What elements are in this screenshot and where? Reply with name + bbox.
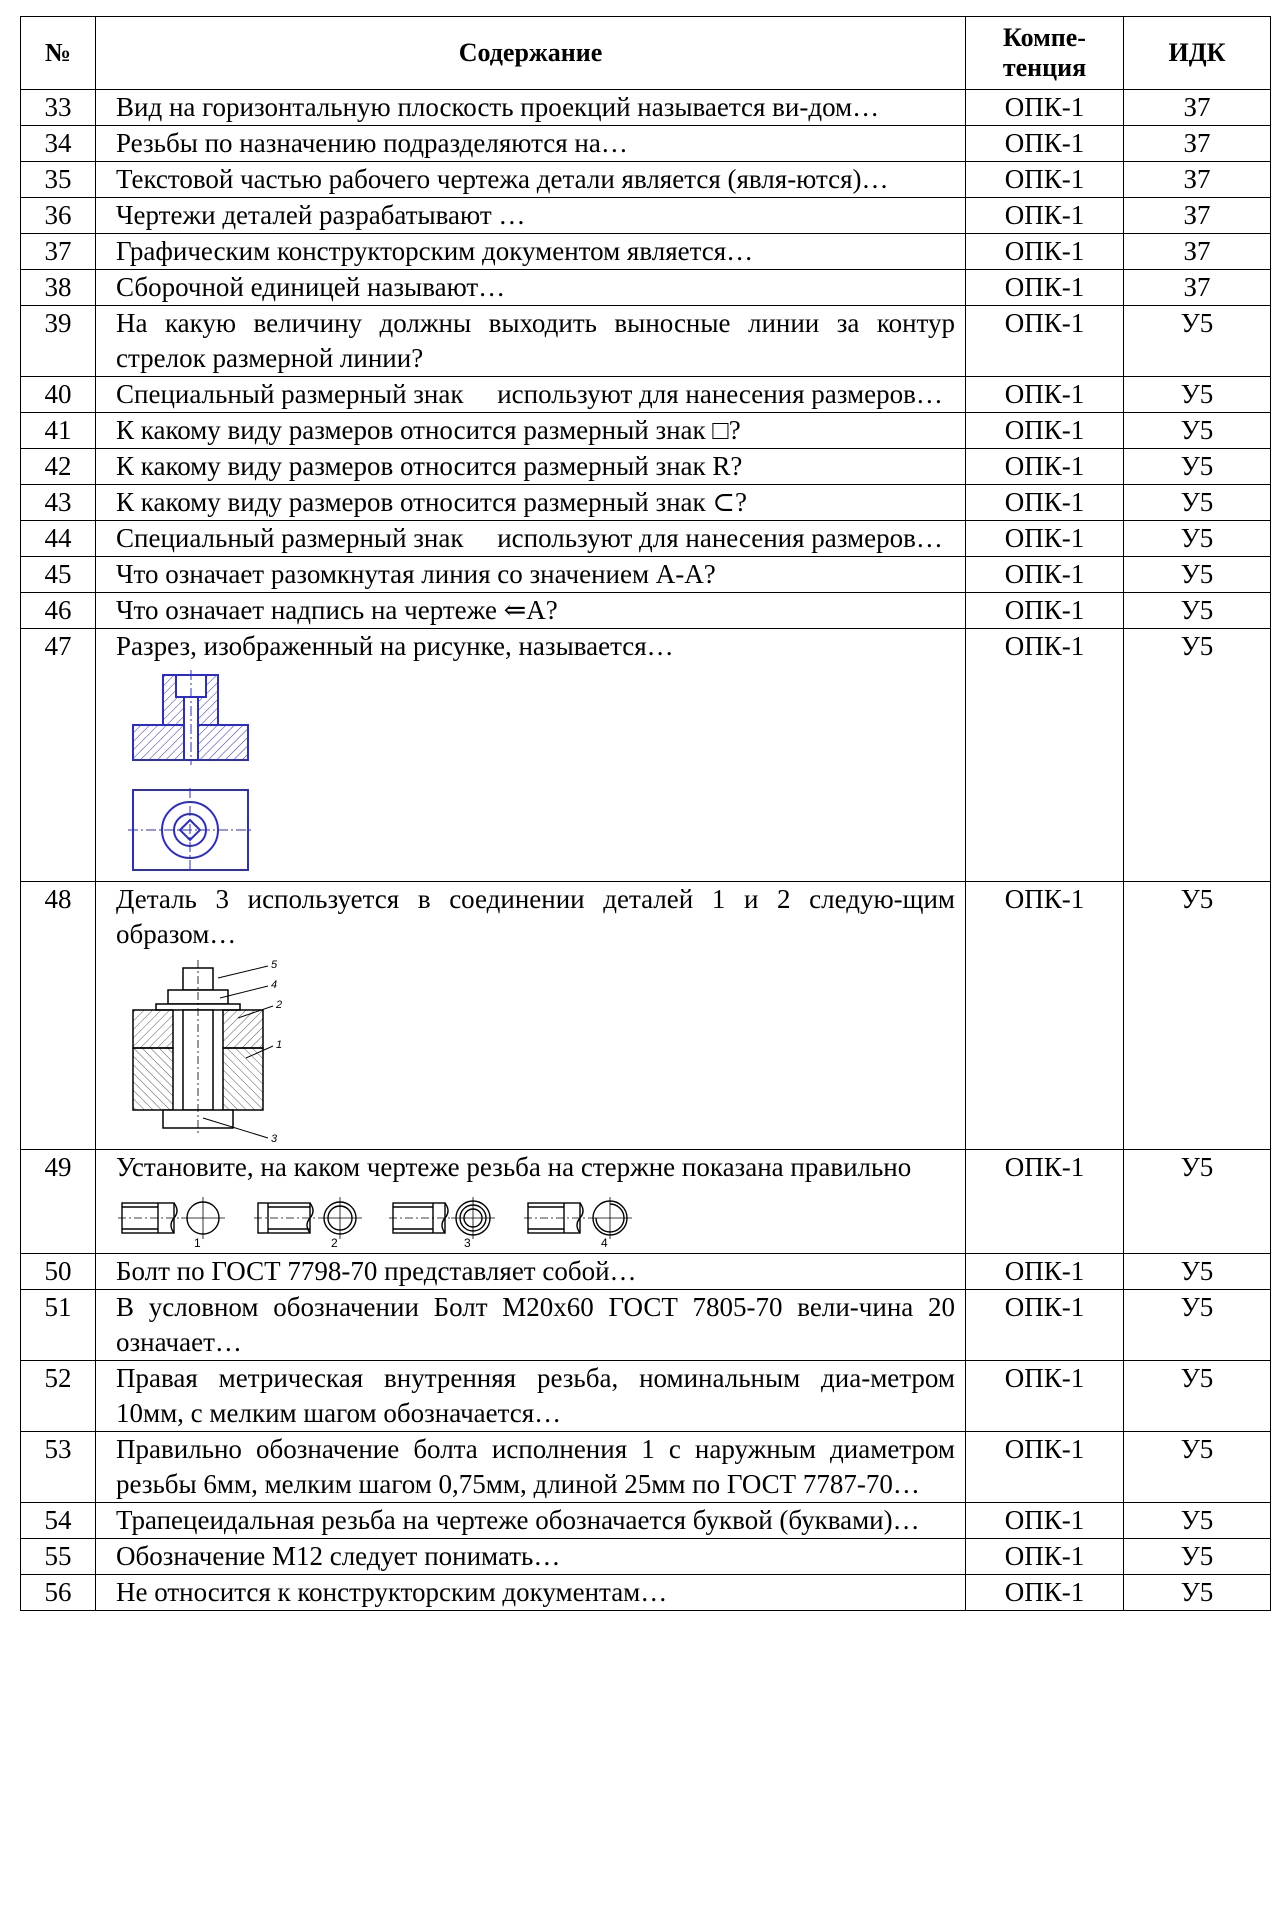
row-idk: У5 [1124, 521, 1271, 557]
leader-label: 2 [276, 999, 283, 1011]
row-idk: З7 [1124, 162, 1271, 198]
row-text: Деталь 3 используется в соединении деталей 1 и 2 следую-щим образом… [116, 884, 955, 949]
variant-label: 2 [331, 1236, 338, 1249]
row-text: Трапецеидальная резьба на чертеже обозначается буквой (буквами)… [116, 1505, 920, 1535]
table-row [21, 413, 1271, 449]
row-competency: ОПК-1 [966, 629, 1124, 882]
row-content [96, 1575, 966, 1611]
header-num: № [21, 17, 96, 90]
leader-label: 5 [271, 959, 278, 971]
bolt-assembly-icon [128, 958, 328, 1143]
row-text: Не относится к конструкторским документам… [116, 1577, 668, 1607]
row-competency: ОПК-1 [966, 593, 1124, 629]
row-idk: З7 [1124, 90, 1271, 126]
row-competency: ОПК-1 [966, 1150, 1124, 1254]
table-row [21, 1150, 1271, 1254]
table-row [21, 449, 1271, 485]
row-content [96, 449, 966, 485]
table-row [21, 1290, 1271, 1361]
row-competency: ОПК-1 [966, 449, 1124, 485]
row-num: 53 [21, 1432, 96, 1503]
row-text: Специальный размерный знак используют для нанесения размеров… [116, 523, 943, 553]
row-competency: ОПК-1 [966, 413, 1124, 449]
thread-variants-figure [118, 1193, 955, 1249]
row-competency: ОПК-1 [966, 485, 1124, 521]
table-row [21, 1539, 1271, 1575]
row-idk: У5 [1124, 1503, 1271, 1539]
leader-label: 4 [271, 979, 278, 991]
row-content [96, 557, 966, 593]
row-competency: ОПК-1 [966, 1254, 1124, 1290]
row-competency: ОПК-1 [966, 270, 1124, 306]
table-body [21, 90, 1271, 1611]
table-row [21, 198, 1271, 234]
row-competency: ОПК-1 [966, 521, 1124, 557]
row-competency: ОПК-1 [966, 1503, 1124, 1539]
row-competency: ОПК-1 [966, 882, 1124, 1150]
row-content [96, 270, 966, 306]
row-num: 34 [21, 126, 96, 162]
bolt-assembly-figure [128, 958, 955, 1143]
row-idk: У5 [1124, 413, 1271, 449]
row-text: Установите, на каком чертеже резьба на стержне показана правильно [116, 1152, 912, 1182]
row-text: Что означает разомкнутая линия со значением А-А? [116, 559, 716, 589]
row-num: 39 [21, 306, 96, 377]
table-row [21, 234, 1271, 270]
row-idk: З7 [1124, 270, 1271, 306]
row-num: 38 [21, 270, 96, 306]
leader-label: 3 [271, 1133, 278, 1143]
table-row [21, 1575, 1271, 1611]
table-row [21, 521, 1271, 557]
table-row [21, 377, 1271, 413]
row-num: 51 [21, 1290, 96, 1361]
row-idk: У5 [1124, 1575, 1271, 1611]
row-content [96, 593, 966, 629]
row-num: 43 [21, 485, 96, 521]
row-competency: ОПК-1 [966, 1432, 1124, 1503]
row-num: 33 [21, 90, 96, 126]
question-table-page [20, 16, 1271, 1611]
row-content [96, 485, 966, 521]
row-num: 55 [21, 1539, 96, 1575]
row-idk: У5 [1124, 1539, 1271, 1575]
row-content [96, 1361, 966, 1432]
row-competency: ОПК-1 [966, 306, 1124, 377]
row-num: 50 [21, 1254, 96, 1290]
table-row [21, 1432, 1271, 1503]
row-competency: ОПК-1 [966, 198, 1124, 234]
row-idk: У5 [1124, 485, 1271, 521]
row-idk: У5 [1124, 1361, 1271, 1432]
header-competency [966, 17, 1124, 90]
row-text: Специальный размерный знак используют для нанесения размеров… [116, 379, 943, 409]
row-competency: ОПК-1 [966, 1575, 1124, 1611]
header-idk: ИДК [1124, 17, 1271, 90]
table-row [21, 162, 1271, 198]
row-content [96, 413, 966, 449]
row-content [96, 198, 966, 234]
row-num: 42 [21, 449, 96, 485]
row-content [96, 521, 966, 557]
table-row [21, 90, 1271, 126]
row-competency: ОПК-1 [966, 1539, 1124, 1575]
row-idk: У5 [1124, 1432, 1271, 1503]
row-content [96, 162, 966, 198]
row-idk: У5 [1124, 306, 1271, 377]
row-text: Правая метрическая внутренняя резьба, номинальным диа-метром 10мм, с мелким шагом обозначается… [116, 1363, 955, 1428]
row-text: Разрез, изображенный на рисунке, называется… [116, 631, 674, 661]
row-text: Правильно обозначение болта исполнения 1 с наружным диаметром резьбы 6мм, мелким шагом 0,75мм, длиной 25мм по ГОСТ 7787-70… [116, 1434, 955, 1499]
row-text: Что означает надпись на чертеже ⇐А? [116, 595, 558, 625]
row-idk: З7 [1124, 198, 1271, 234]
row-num: 48 [21, 882, 96, 1150]
table-row [21, 306, 1271, 377]
variant-label: 1 [194, 1236, 201, 1249]
row-content [96, 234, 966, 270]
row-content [96, 1432, 966, 1503]
row-idk: У5 [1124, 882, 1271, 1150]
row-content [96, 1290, 966, 1361]
row-competency: ОПК-1 [966, 90, 1124, 126]
table-header-row [21, 17, 1271, 90]
row-content [96, 306, 966, 377]
table-row [21, 485, 1271, 521]
row-idk: У5 [1124, 1254, 1271, 1290]
header-content: Содержание [96, 17, 966, 90]
row-num: 35 [21, 162, 96, 198]
row-num: 56 [21, 1575, 96, 1611]
table-row [21, 629, 1271, 882]
row-num: 37 [21, 234, 96, 270]
row-content [96, 126, 966, 162]
thread-variants-icon [118, 1193, 718, 1249]
row-num: 47 [21, 629, 96, 882]
row-idk: З7 [1124, 126, 1271, 162]
row-idk: У5 [1124, 629, 1271, 882]
row-idk: У5 [1124, 377, 1271, 413]
leader-label: 1 [276, 1039, 283, 1051]
row-text: К какому виду размеров относится размерный знак □? [116, 415, 741, 445]
table-row [21, 270, 1271, 306]
variant-label: 4 [601, 1236, 608, 1249]
row-text: На какую величину должны выходить выносные линии за контур стрелок размерной линии? [116, 308, 955, 373]
row-num: 52 [21, 1361, 96, 1432]
table-row [21, 1254, 1271, 1290]
row-num: 54 [21, 1503, 96, 1539]
row-content [96, 1503, 966, 1539]
section-drawing-figure [128, 670, 955, 875]
row-idk: У5 [1124, 449, 1271, 485]
row-num: 49 [21, 1150, 96, 1254]
row-text: Графическим конструкторским документом является… [116, 236, 754, 266]
row-num: 36 [21, 198, 96, 234]
row-text: Вид на горизонтальную плоскость проекций называется ви-дом… [116, 92, 880, 122]
row-content [96, 90, 966, 126]
section-drawing-icon [128, 670, 258, 875]
row-text: К какому виду размеров относится размерный знак ⊂? [116, 487, 748, 517]
row-num: 46 [21, 593, 96, 629]
row-text: Чертежи деталей разрабатывают … [116, 200, 526, 230]
row-competency: ОПК-1 [966, 234, 1124, 270]
row-text: Сборочной единицей называют… [116, 272, 506, 302]
row-text: В условном обозначении Болт М20х60 ГОСТ 7805-70 вели-чина 20 означает… [116, 1292, 955, 1357]
row-content [96, 882, 966, 1150]
row-num: 44 [21, 521, 96, 557]
row-text: Резьбы по назначению подразделяются на… [116, 128, 628, 158]
row-idk: У5 [1124, 557, 1271, 593]
row-num: 45 [21, 557, 96, 593]
table-row [21, 1503, 1271, 1539]
row-content [96, 1254, 966, 1290]
row-competency: ОПК-1 [966, 1290, 1124, 1361]
row-text: Текстовой частью рабочего чертежа детали является (явля-ются)… [116, 164, 889, 194]
row-text: Обозначение М12 следует понимать… [116, 1541, 561, 1571]
row-text: Болт по ГОСТ 7798-70 представляет собой… [116, 1256, 637, 1286]
row-content [96, 629, 966, 882]
table-row [21, 1361, 1271, 1432]
header-competency-label: Компе-тенция [1002, 23, 1087, 82]
row-competency: ОПК-1 [966, 126, 1124, 162]
row-idk: У5 [1124, 593, 1271, 629]
row-competency: ОПК-1 [966, 1361, 1124, 1432]
row-idk: З7 [1124, 234, 1271, 270]
row-content [96, 377, 966, 413]
row-competency: ОПК-1 [966, 557, 1124, 593]
table-row [21, 557, 1271, 593]
table-row [21, 882, 1271, 1150]
row-text: К какому виду размеров относится размерный знак R? [116, 451, 743, 481]
table-row [21, 593, 1271, 629]
row-content [96, 1539, 966, 1575]
variant-label: 3 [464, 1236, 471, 1249]
row-idk: У5 [1124, 1150, 1271, 1254]
row-competency: ОПК-1 [966, 162, 1124, 198]
table-row [21, 126, 1271, 162]
row-num: 40 [21, 377, 96, 413]
row-num: 41 [21, 413, 96, 449]
row-competency: ОПК-1 [966, 377, 1124, 413]
row-idk: У5 [1124, 1290, 1271, 1361]
row-content [96, 1150, 966, 1254]
question-table [20, 16, 1271, 1611]
